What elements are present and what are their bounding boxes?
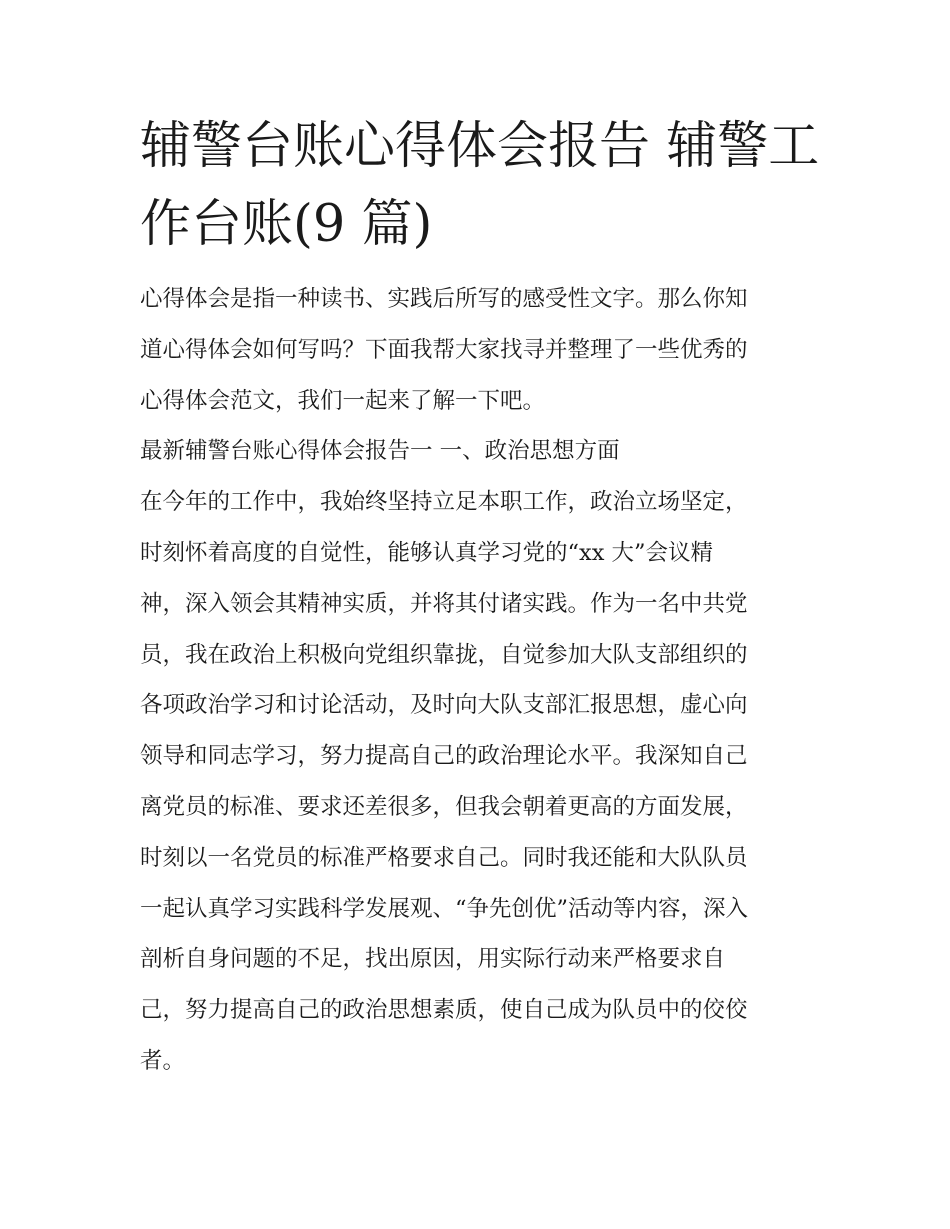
- paragraph-line: 离党员的标准、要求还差很多，但我会朝着更高的方面发展，: [140, 793, 748, 820]
- document-body: [140, 274, 820, 1087]
- intro-line: 心得体会是指一种读书、实践后所写的感受性文字。那么你知: [140, 286, 748, 312]
- paragraph-line: 剖析自身问题的不足，找出原因，用实际行动来严格要求自: [140, 946, 726, 973]
- intro-line: 道心得体会如何写吗？下面我帮大家找寻并整理了一些优秀的: [140, 336, 748, 363]
- paragraph-line: 时刻怀着高度的自觉性，能够认真学习党的“xx 大”会议精: [140, 539, 714, 566]
- paragraph-line: 者。: [140, 1047, 186, 1074]
- paragraph-line: 在今年的工作中，我始终坚持立足本职工作，政治立场坚定，: [140, 489, 748, 516]
- title-line: 作台账(9 篇): [140, 195, 433, 254]
- paragraph-line: 领导和同志学习，努力提高自己的政治理论水平。我深知自己: [140, 743, 748, 770]
- paragraph-line: 时刻以一名党员的标准严格要求自己。同时我还能和大队队员: [140, 844, 748, 871]
- paragraph-line: 一起认真学习实践科学发展观、“争先创优”活动等内容，深入: [140, 895, 749, 922]
- intro-line: 心得体会范文，我们一起来了解一下吧。: [140, 387, 546, 414]
- title-line: 辅警台账心得体会报告 辅警工: [140, 117, 820, 176]
- paragraph-line: 员，我在政治上积极向党组织靠拢，自觉参加大队支部组织的: [140, 641, 748, 668]
- paragraph-line: 己，努力提高自己的政治思想素质，使自己成为队员中的佼佼: [140, 997, 748, 1024]
- document-title: [140, 108, 820, 264]
- paragraph-line: 各项政治学习和讨论活动，及时向大队支部汇报思想，虚心向: [140, 692, 748, 719]
- section-heading: 最新辅警台账心得体会报告一 一、政治思想方面: [140, 438, 620, 465]
- paragraph-line: 神，深入领会其精神实质，并将其付诸实践。作为一名中共党: [140, 590, 748, 617]
